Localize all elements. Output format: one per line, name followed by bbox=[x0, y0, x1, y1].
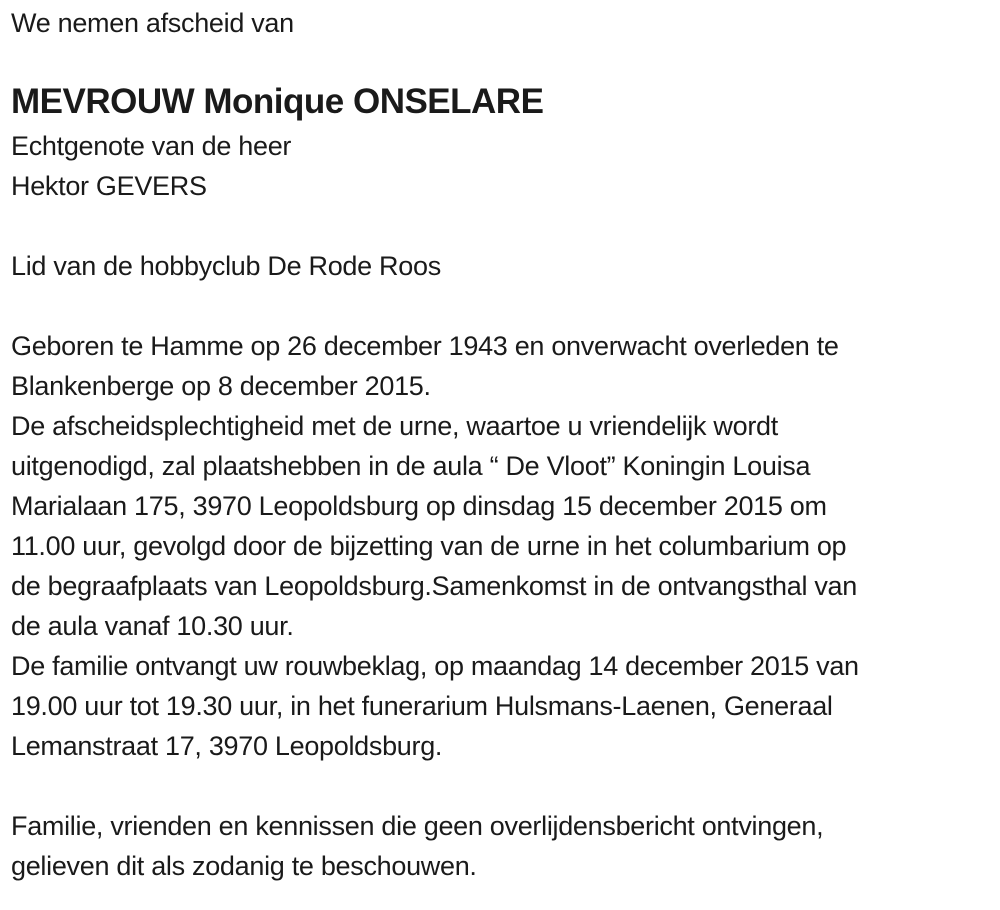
text-line: Blankenberge op 8 december 2015. bbox=[11, 371, 431, 401]
text-line: De familie ontvangt uw rouwbeklag, op maandag 14 december 2015 van bbox=[11, 651, 859, 681]
closing-paragraph bbox=[11, 806, 986, 886]
deceased-name: MEVROUW Monique ONSELARE bbox=[11, 82, 544, 121]
text-line: Familie, vrienden en kennissen die geen overlijdensbericht ontvingen, bbox=[11, 811, 824, 841]
ceremony-paragraph bbox=[11, 406, 986, 646]
membership-line: Lid van de hobbyclub De Rode Roos bbox=[11, 251, 441, 281]
text-line: uitgenodigd, zal plaatshebben in de aula “ De Vloot” Koningin Louisa bbox=[11, 451, 811, 481]
text-line: De afscheidsplechtigheid met de urne, waartoe u vriendelijk wordt bbox=[11, 411, 778, 441]
text-line: de aula vanaf 10.30 uur. bbox=[11, 611, 294, 641]
intro-line: We nemen afscheid van bbox=[11, 8, 294, 38]
text-line: Marialaan 175, 3970 Leopoldsburg op dinsdag 15 december 2015 om bbox=[11, 491, 827, 521]
text-line: 19.00 uur tot 19.30 uur, in het funerarium Hulsmans-Laenen, Generaal bbox=[11, 691, 833, 721]
text-line: gelieven dit als zodanig te beschouwen. bbox=[11, 851, 477, 881]
birth-death-paragraph bbox=[11, 326, 986, 406]
text-line: 11.00 uur, gevolgd door de bijzetting van de urne in het columbarium op bbox=[11, 531, 847, 561]
text-line: de begraafplaats van Leopoldsburg.Samenkomst in de ontvangsthal van bbox=[11, 571, 857, 601]
spouse-lines bbox=[11, 126, 986, 206]
text-line: Geboren te Hamme op 26 december 1943 en onverwacht overleden te bbox=[11, 331, 839, 361]
text-line: Hektor GEVERS bbox=[11, 171, 207, 201]
text-line: Lemanstraat 17, 3970 Leopoldsburg. bbox=[11, 731, 443, 761]
text-line: Echtgenote van de heer bbox=[11, 131, 292, 161]
condolences-paragraph bbox=[11, 646, 986, 766]
